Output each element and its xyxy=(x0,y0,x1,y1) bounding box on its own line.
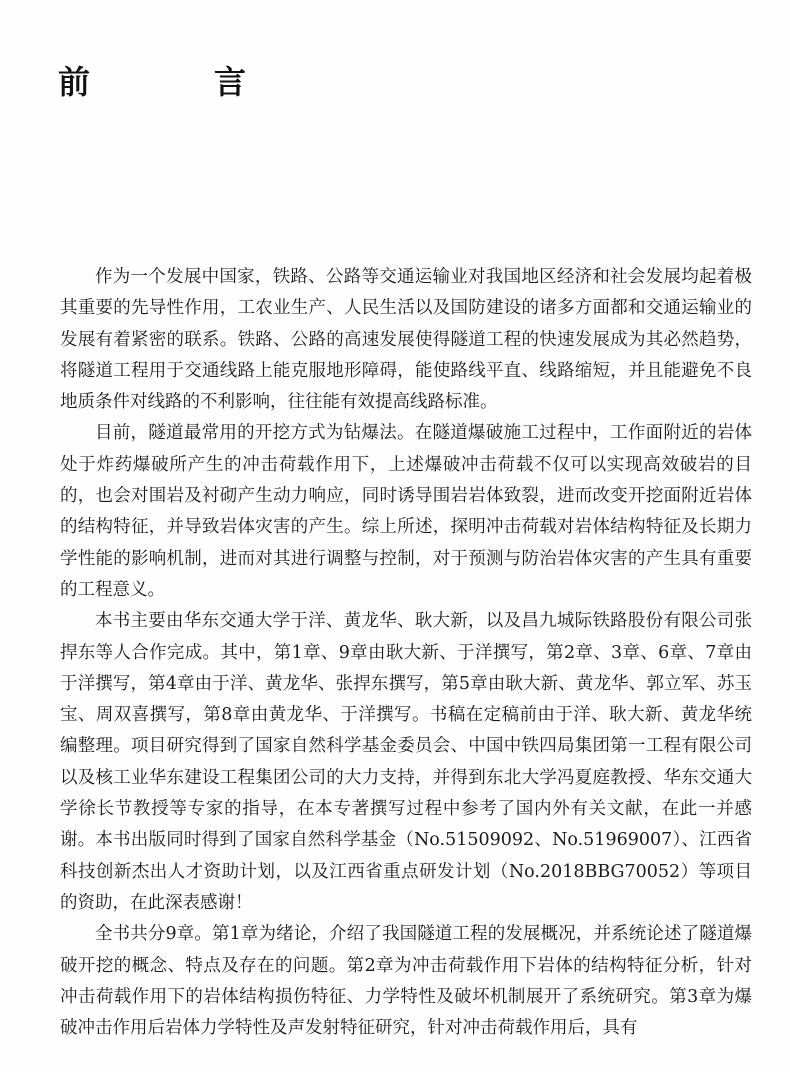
paragraph-4: 全书共分9章。第1章为绪论，介绍了我国隧道工程的发展概况，并系统论述了隧道爆破开挖的概念、特点及存在的问题。第2章为冲击荷载作用下岩体的结构特征分析，针对冲击荷载作用下的岩体结构损伤特征、力学特性及破坏机制展开了系统研究。第3章为爆破冲击作用后岩体力学特性及声发射特征研究，针对冲击荷载作用后，具有 xyxy=(60,924,752,1039)
page-title: 前 言 xyxy=(58,63,293,101)
paragraph-3: 本书主要由华东交通大学于洋、黄龙华、耿大新，以及昌九城际铁路股份有限公司张捍东等人合作完成。其中，第1章、9章由耿大新、于洋撰写，第2章、3章、6章、7章由于洋撰写，第4章由于洋、黄龙华、张捍东撰写，第5章由耿大新、黄龙华、郭立军、苏玉宝、周双喜撰写，第8章由黄龙华、于洋撰写。书稿在定稿前由于洋、耿大新、黄龙华统编整理。项目研究得到了国家自然科学基金委员会、中国中铁四局集团第一工程有限公司以及核工业华东建设工程集团公司的大力支持，并得到东北大学冯夏庭教授、华东交通大学徐长节教授等专家的指导，在本专著撰写过程中参考了国内外有关文献，在此一并感谢。本书出版同时得到了国家自然科学基金（No.51509092、No.51969007）、江西省科技创新杰出人才资助计划，以及江西省重点研发计划（No.2018BBG70052）等项目的资助，在此深表感谢！ xyxy=(60,611,752,913)
body-text xyxy=(60,262,752,1044)
paragraph-1: 作为一个发展中国家，铁路、公路等交通运输业对我国地区经济和社会发展均起着极其重要的先导性作用，工农业生产、人民生活以及国防建设的诸多方面都和交通运输业的发展有着紧密的联系。铁路、公路的高速发展使得隧道工程的快速发展成为其必然趋势，将隧道工程用于交通线路上能克服地形障碍，能使路线平直、线路缩短，并且能避免不良地质条件对线路的不利影响，往往能有效提高线路标准。 xyxy=(60,267,752,413)
paragraph-2: 目前，隧道最常用的开挖方式为钻爆法。在隧道爆破施工过程中，工作面附近的岩体处于炸药爆破所产生的冲击荷载作用下，上述爆破冲击荷载不仅可以实现高效破岩的目的，也会对围岩及衬砌产生动力响应，同时诱导围岩岩体致裂，进而改变开挖面附近岩体的结构特征，并导致岩体灾害的产生。综上所述，探明冲击荷载对岩体结构特征及长期力学性能的影响机制，进而对其进行调整与控制，对于预测与防治岩体灾害的产生具有重要的工程意义。 xyxy=(60,423,752,600)
